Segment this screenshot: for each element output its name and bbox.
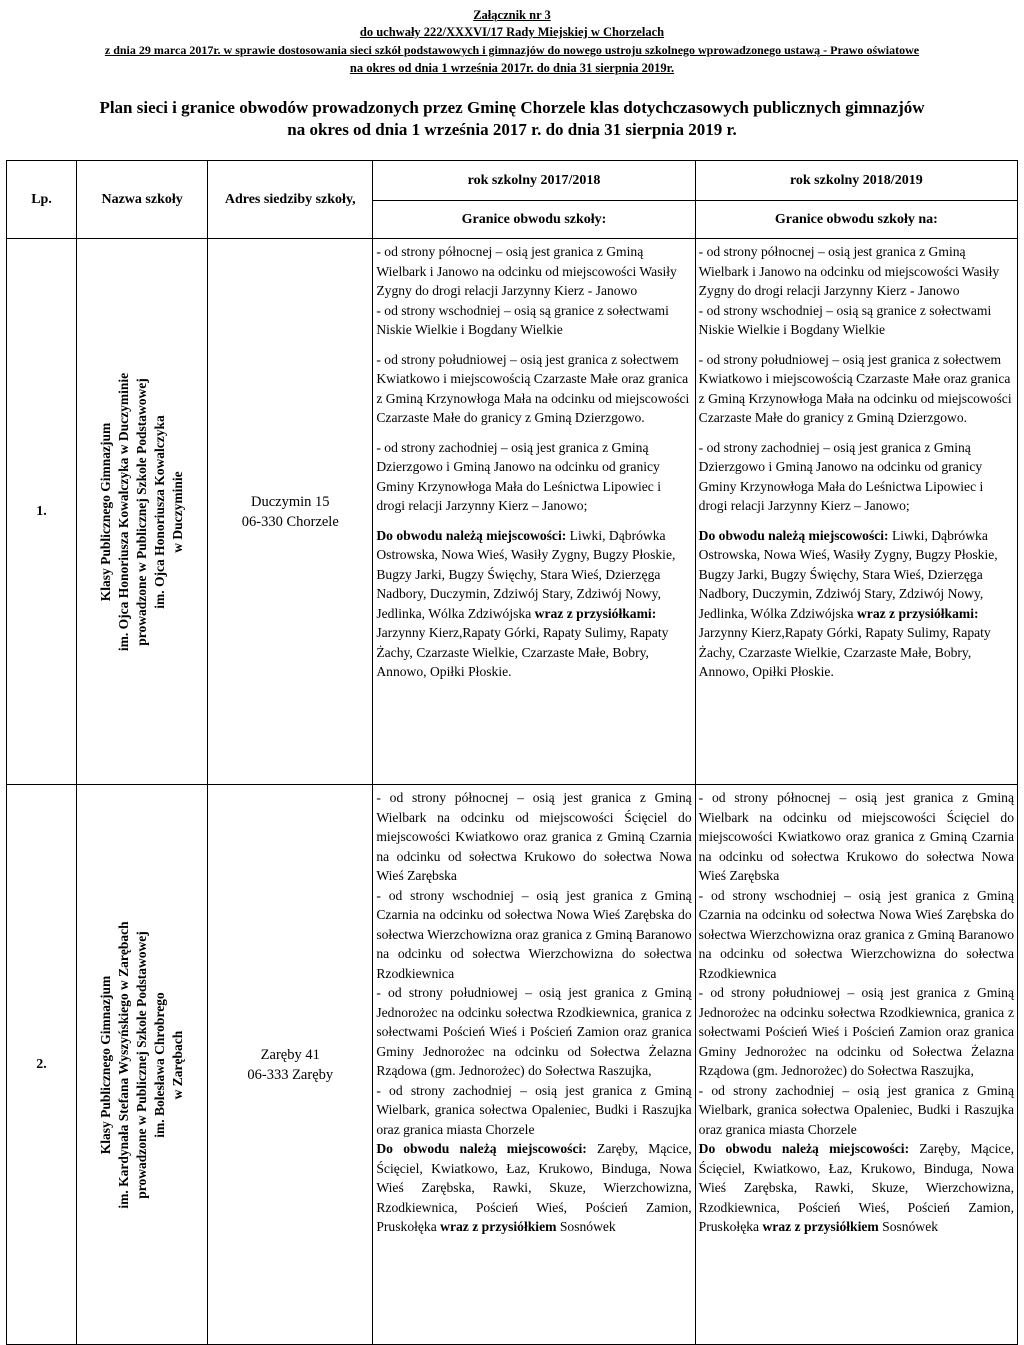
boundaries-2017 xyxy=(373,785,695,1345)
boundary-east: - od strony wschodniej – osią są granice z sołectwami Niskie Wielkie i Bogdany Wielkie xyxy=(698,302,992,337)
hamlets-label: wraz z przysiółkiem xyxy=(762,1219,879,1234)
subheader-boundaries-2017: Granice obwodu szkoły: xyxy=(373,201,695,239)
boundary-north: - od strony północnej – osią jest granica z Gminą Wielbark i Janowo na odcinku od miejscowości Wasiły Zygny do drogi relacji Jarzynny Kierz - Janowo xyxy=(698,244,1000,298)
boundary-south: - od strony południowej – osią jest granica z Gminą Jednorożec na odcinku sołectwa Rzodkiewnica, granica z sołectwami Poścień Wieś i Poścień Zamion oraz granica Gminy Jednorożec na odcinku od Sołectwa Żelazna Rządowa (gm. Jednorożec) do Sołectwa Raszujka, xyxy=(376,985,692,1078)
places-list xyxy=(376,1139,691,1237)
places-list xyxy=(699,1139,1014,1237)
row-number: 1. xyxy=(7,239,77,785)
resolution-period: na okres od dnia 1 września 2017r. do dnia 31 sierpnia 2019r. xyxy=(349,61,675,75)
address-line: 06-330 Chorzele xyxy=(241,513,339,530)
places-list xyxy=(699,526,1014,682)
school-name-line: im. Kardynała Stefana Wyszyńskiego w Zarębach xyxy=(116,920,132,1209)
table-row xyxy=(7,239,1018,785)
boundary-west: - od strony zachodniej – osią jest granica z Gminą Dzierzgowo i Gminą Janowo na odcinku od granicy Gminy Krzynowłoga Mała do Leśnictwa Lipowiec i drogi relacji Jarzynny Kierz – Janowo; xyxy=(698,439,984,513)
school-name-line: Klasy Publicznego Gimnazjum xyxy=(98,422,114,601)
school-name-line: Klasy Publicznego Gimnazjum xyxy=(98,975,114,1154)
boundary-west: - od strony zachodniej – osią jest granica z Gminą Dzierzgowo i Gminą Janowo na odcinku od granicy Gminy Krzynowłoga Mała do Leśnictwa Lipowiec i drogi relacji Jarzynny Kierz – Janowo; xyxy=(376,439,661,513)
places-text: Zaręby, Mącice, Ścięciel, Kwiatkowo, Łaz, Krukowo, Binduga, Nowa Wieś Zarębska, Rawki, Skuze, Wierzchowizna, Rzodkiewnica, Poścień Wieś, Poścień Zamion, Pruskołęka xyxy=(698,1141,1014,1234)
annex-number: Załącznik nr 3 xyxy=(473,8,551,22)
header-address: Adres siedziby szkoły, xyxy=(208,161,373,239)
boundary-west: - od strony zachodniej – osią jest granica z Gminą Wielbark, granica sołectwa Opaleniec, Budki i Raszujka oraz granica miasta Chorzele xyxy=(698,1082,1014,1137)
boundary-west: - od strony zachodniej – osią jest granica z Gminą Wielbark, granica sołectwa Opaleniec, Budki i Raszujka oraz granica miasta Chorzele xyxy=(376,1082,692,1137)
hamlets-text: Sosnówek xyxy=(556,1219,616,1234)
boundary-north: - od strony północnej – osią jest granica z Gminą Wielbark na odcinku od miejscowości Ścięciel do miejscowości Kwiatkowo oraz granica z Gminą Czarnia na odcinku od sołectwa Krukowo do sołectwa Nowa Wieś Zarębska xyxy=(376,790,692,883)
places-label: Do obwodu należą miejscowości: xyxy=(376,527,567,543)
hamlets-label: wraz z przysiółkiem xyxy=(440,1219,557,1234)
school-name-cell xyxy=(77,785,208,1345)
boundary-north: - od strony północnej – osią jest granica z Gminą Wielbark na odcinku od miejscowości Ścięciel do miejscowości Kwiatkowo oraz granica z Gminą Czarnia na odcinku od sołectwa Krukowo do sołectwa Nowa Wieś Zarębska xyxy=(698,790,1014,883)
hamlets-text: Jarzynny Kierz,Rapaty Górki, Rapaty Sulimy, Rapaty Żachy, Czarzaste Wielkie, Czarzaste Małe, Bobry, Annowo, Opiłki Płoskie. xyxy=(698,625,991,679)
header-school-name: Nazwa szkoły xyxy=(77,161,208,239)
header-year-2017: rok szkolny 2017/2018 xyxy=(373,161,695,201)
places-text: Zaręby, Mącice, Ścięciel, Kwiatkowo, Łaz, Krukowo, Binduga, Nowa Wieś Zarębska, Rawki, Skuze, Wierzchowizna, Rzodkiewnica, Poścień Wieś, Poścień Zamion, Pruskołęka xyxy=(376,1141,692,1234)
school-name-line: prowadzone w Publicznej Szkole Podstawowej xyxy=(134,377,150,646)
school-name-line: w Zarębach xyxy=(170,1030,186,1099)
boundary-north: - od strony północnej – osią jest granica z Gminą Wielbark i Janowo na odcinku od miejscowości Wasiły Zygny do drogi relacji Jarzynny Kierz - Janowo xyxy=(376,244,677,298)
subheader-boundaries-2018: Granice obwodu szkoły na: xyxy=(695,201,1017,239)
boundaries-2017 xyxy=(373,239,695,785)
resolution-reference: do uchwały 222/XXXVI/17 Rady Miejskiej w Chorzelach xyxy=(359,25,665,39)
table-row xyxy=(7,785,1018,1345)
places-text: Liwki, Dąbrówka Ostrowska, Nowa Wieś, Wasiły Zygny, Bugzy Płoskie, Bugzy Jarki, Bugzy Święchy, Stara Wieś, Dzierzęga Nadbory, Duczymin, Zdziwój Stary, Zdziwój Nowy, Jedlinka, Wólka Zdziwójska xyxy=(376,527,676,621)
row-number: 2. xyxy=(7,785,77,1345)
places-label: Do obwodu należą miejscowości: xyxy=(698,527,889,543)
header-year-2018: rok szkolny 2018/2019 xyxy=(695,161,1017,201)
school-name-line: im. Ojca Honoriusza Kowalczyka w Duczyminie xyxy=(116,372,132,651)
school-name-line: prowadzone w Publicznej Szkole Podstawowej xyxy=(134,930,150,1199)
hamlets-label: wraz z przysiółkami: xyxy=(856,605,979,621)
title-line-2: na okres od dnia 1 września 2017 r. do dnia 31 sierpnia 2019 r. xyxy=(287,120,737,139)
school-name-line: w Duczyminie xyxy=(170,470,186,553)
boundary-south: - od strony południowej – osią jest granica z Gminą Jednorożec na odcinku sołectwa Rzodkiewnica, granica z sołectwami Poścień Wieś i Poścień Zamion oraz granica Gminy Jednorożec na odcinku od Sołectwa Żelazna Rządowa (gm. Jednorożec) do Sołectwa Raszujka, xyxy=(698,985,1014,1078)
school-name-cell xyxy=(77,239,208,785)
hamlets-text: Jarzynny Kierz,Rapaty Górki, Rapaty Sulimy, Rapaty Żachy, Czarzaste Wielkie, Czarzaste Małe, Bobry, Annowo, Opiłki Płoskie. xyxy=(376,625,669,679)
boundary-east: - od strony wschodniej – osią jest granica z Gminą Czarnia na odcinku od sołectwa Nowa Wieś Zarębska do sołectwa Wierzchowizna oraz granica z Gminą Baranowo na odcinku od sołectwa Wierzchowizna do sołectwa Rzodkiewnica xyxy=(698,887,1014,981)
school-address xyxy=(208,785,373,1345)
school-name xyxy=(97,921,187,1208)
school-name xyxy=(97,372,187,650)
hamlets-label: wraz z przysiółkami: xyxy=(534,605,657,621)
school-name-line: im. Bolesława Chrobrego xyxy=(152,991,168,1138)
address-line: Zaręby 41 xyxy=(260,1046,320,1063)
boundary-south: - od strony południowej – osią jest granica z sołectwem Kwiatkowo i miejscowością Czarzaste Małe oraz granica z Gminą Krzynowłoga Mała na odcinku od miejscowości Czarzaste Małe do granicy z Gminą Dzierzgowo. xyxy=(698,351,1012,425)
places-label: Do obwodu należą miejscowości: xyxy=(376,1141,587,1156)
school-name-line: im. Ojca Honoriusza Kowalczyka xyxy=(152,414,168,609)
resolution-subject: z dnia 29 marca 2017r. w sprawie dostosowania sieci szkół podstawowych i gimnazjów do nowego ustroju szkolnego wprowadzonego ustawą - Prawo oświatowe xyxy=(104,43,920,57)
places-text: Liwki, Dąbrówka Ostrowska, Nowa Wieś, Wasiły Zygny, Bugzy Płoskie, Bugzy Jarki, Bugzy Święchy, Stara Wieś, Dzierzęga Nadbory, Duczymin, Zdziwój Stary, Zdziwój Nowy, Jedlinka, Wólka Zdziwójska xyxy=(698,527,998,621)
school-districts-table xyxy=(6,160,1018,1345)
boundary-east: - od strony wschodniej – osią jest granica z Gminą Czarnia na odcinku od sołectwa Nowa Wieś Zarębska do sołectwa Wierzchowizna oraz granica z Gminą Baranowo na odcinku od sołectwa Wierzchowizna do sołectwa Rzodkiewnica xyxy=(376,887,692,981)
boundaries-2018 xyxy=(695,785,1017,1345)
school-address xyxy=(208,239,373,785)
boundary-east: - od strony wschodniej – osią są granice z sołectwami Niskie Wielkie i Bogdany Wielkie xyxy=(376,302,669,337)
hamlets-text: Sosnówek xyxy=(878,1219,939,1234)
boundary-south: - od strony południowej – osią jest granica z sołectwem Kwiatkowo i miejscowością Czarzaste Małe oraz granica z Gminą Krzynowłoga Mała na odcinku od miejscowości Czarzaste Małe do granicy z Gminą Dzierzgowo. xyxy=(376,351,690,425)
address-line: 06-333 Zaręby xyxy=(247,1066,334,1083)
boundaries-2018 xyxy=(695,239,1017,785)
address-line: Duczymin 15 xyxy=(251,493,330,510)
places-list xyxy=(376,526,691,682)
title-line-1: Plan sieci i granice obwodów prowadzonych przez Gminę Chorzele klas dotychczasowych publicznych gimnazjów xyxy=(99,98,925,117)
places-label: Do obwodu należą miejscowości: xyxy=(698,1141,910,1156)
document-title xyxy=(0,97,1024,141)
header-lp: Lp. xyxy=(7,161,77,239)
